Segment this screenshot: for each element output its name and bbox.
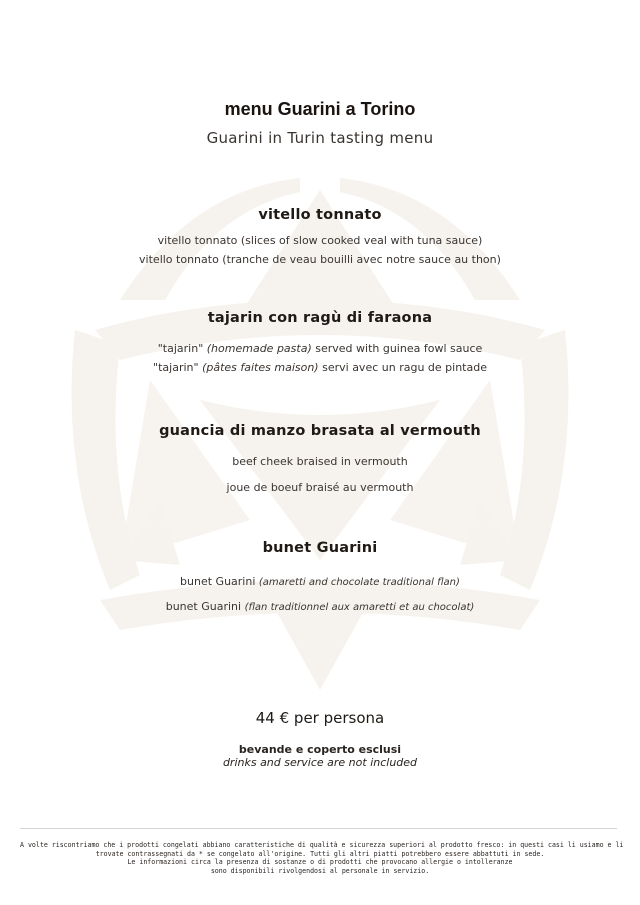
course-4-description-fr [0,600,640,613]
menu-title: menu Guarini a Torino [224,99,416,119]
disclaimer-line-1: A volte riscontriamo che i prodotti congelati abbiano caratteristiche di qualità e sicurezza superiori al prodotto fresco: in questi casi li usiamo e li [20,841,624,849]
course-2-fr-part-a: "tajarin" [153,361,203,374]
excluded-note-it: bevande e coperto esclusi [238,743,402,756]
course-4-en-part-b: (amaretti and chocolate traditional flan) [258,577,460,588]
course-1-description-en: vitello tonnato (slices of slow cooked veal with tuna sauce) [157,234,483,247]
disclaimer-line-3: Le informazioni circa la presenza di sostanze o di prodotti che provocano allergie o intolleranze [127,858,513,867]
menu-price: 44 € per persona [255,709,385,727]
course-3-description-fr: joue de boeuf braisé au vermouth [226,481,414,494]
course-2-fr-part-b: (pâtes faites maison) [202,361,319,374]
course-2-name: tajarin con ragù di faraona [207,310,433,326]
course-3-name: guancia di manzo brasata al vermouth [159,423,481,439]
course-4-fr-part-a: bunet Guarini [165,600,245,613]
course-2-en-part-a: "tajarin" [157,342,207,355]
allergen-disclaimer [20,841,624,876]
course-4-fr-part-b: (flan traditionnel aux amaretti et au chocolat) [244,602,475,613]
course-1-name: vitello tonnato [258,207,382,223]
course-1-description-fr: vitello tonnato (tranche de veau bouilli avec notre sauce au thon) [139,253,501,266]
course-3-description-en: beef cheek braised in vermouth [232,455,408,468]
course-2-en-part-b: (homemade pasta) [206,342,312,355]
course-2-fr-part-c: servi avec un ragu de pintade [318,361,487,374]
menu-subtitle: Guarini in Turin tasting menu [206,129,434,147]
course-2-description-en [0,342,640,355]
course-4-en-part-a: bunet Guarini [180,575,259,588]
course-2-description-fr [0,361,640,374]
course-4-name: bunet Guarini [262,540,378,556]
excluded-note-en: drinks and service are not included [222,756,418,769]
course-4-description-en [0,575,640,588]
course-2-en-part-c: served with guinea fowl sauce [311,342,483,355]
disclaimer-line-4: sono disponibili rivolgendosi al personale in servizio. [210,867,430,876]
disclaimer-line-2: trovate contrassegnati da * se congelato all'origine. Tutti gli altri piatti potrebbero essere abbattuti in sede. [95,849,545,858]
footer-divider [20,828,617,829]
